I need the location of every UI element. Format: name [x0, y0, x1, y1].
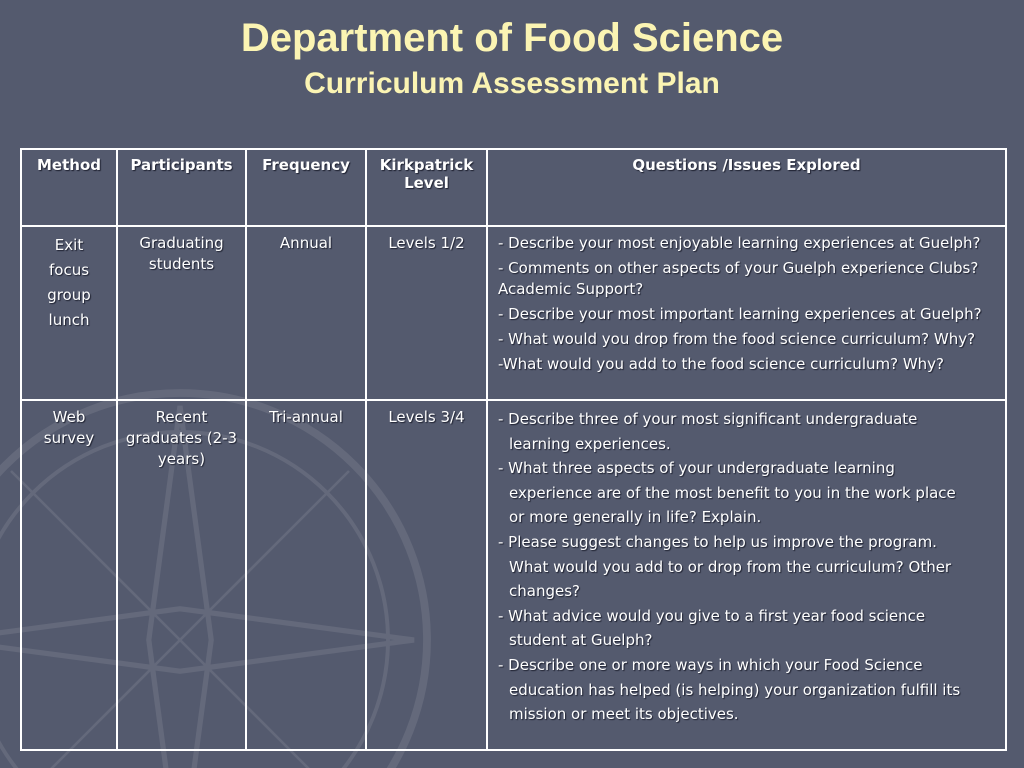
- question-line: - Please suggest changes to help us improve the program.: [498, 532, 937, 551]
- level-cell: Levels 1/2: [366, 226, 487, 400]
- page-title: Department of Food Science: [240, 16, 784, 60]
- level-cell: Levels 3/4: [366, 400, 487, 750]
- participants-cell: Graduating students: [117, 226, 246, 400]
- question-line: learning experiences.: [509, 434, 671, 453]
- question-line: experience are of the most benefit to you in the work place: [509, 483, 956, 502]
- method-line: focus: [48, 261, 90, 279]
- question-line: - What three aspects of your undergraduate learning: [498, 459, 895, 478]
- question-item: -What would you add to the food science curriculum? Why?: [498, 355, 945, 373]
- header-participants: Participants: [117, 149, 246, 226]
- question-line: or more generally in life? Explain.: [509, 508, 762, 527]
- question-item: - What would you drop from the food science curriculum? Why?: [498, 330, 976, 348]
- question-item: - Describe your most enjoyable learning experiences at Guelph?: [498, 234, 981, 252]
- title-block: [0, 12, 1024, 104]
- question-item: - Comments on other aspects of your Guelph experience Clubs? Academic Support?: [498, 259, 979, 298]
- question-item: - Describe your most important learning experiences at Guelph?: [498, 305, 982, 323]
- question-line: changes?: [509, 582, 580, 601]
- question-line: - Describe one or more ways in which your Food Science: [498, 655, 923, 674]
- page-subtitle: Curriculum Assessment Plan: [304, 67, 720, 100]
- question-line: mission or meet its objectives.: [509, 705, 739, 724]
- questions-cell: [487, 226, 1006, 400]
- question-line: - What advice would you give to a first year food science: [498, 606, 926, 625]
- method-cell: Web survey: [21, 400, 117, 750]
- frequency-cell: Tri-annual: [246, 400, 366, 750]
- question-line: student at Guelph?: [509, 631, 653, 650]
- method-cell: [21, 226, 117, 400]
- assessment-table: [20, 148, 1007, 751]
- table-row: [21, 226, 1006, 400]
- table-row: [21, 400, 1006, 750]
- table-header-row: [21, 149, 1006, 226]
- header-method: Method: [21, 149, 117, 226]
- header-frequency: Frequency: [246, 149, 366, 226]
- method-line: group: [47, 286, 91, 304]
- frequency-cell: Annual: [246, 226, 366, 400]
- header-kirkpatrick-level: Kirkpatrick Level: [366, 149, 487, 226]
- question-line: education has helped (is helping) your organization fulfill its: [509, 680, 961, 699]
- participants-cell: Recent graduates (2-3 years): [117, 400, 246, 750]
- questions-cell: [487, 400, 1006, 750]
- method-line: lunch: [48, 311, 90, 329]
- question-line: - Describe three of your most significant undergraduate: [498, 410, 918, 428]
- question-line: What would you add to or drop from the curriculum? Other: [509, 557, 952, 576]
- header-questions: Questions /Issues Explored: [487, 149, 1006, 226]
- method-line: Exit: [54, 236, 84, 254]
